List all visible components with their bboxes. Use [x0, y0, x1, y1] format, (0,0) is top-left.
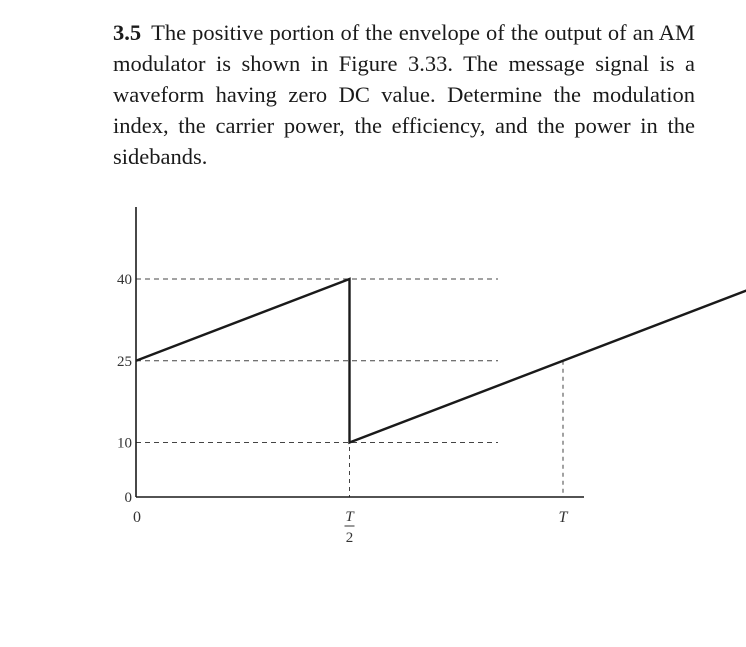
x-tick-label-0: 0	[133, 509, 141, 526]
x-tick-label-2: T	[558, 509, 568, 526]
y-tick-label-10: 10	[117, 435, 132, 452]
y-tick-label-0: 0	[124, 490, 132, 506]
x-tick-denominator-1: 2	[345, 530, 354, 546]
x-tick-numerator-1: T	[345, 509, 354, 525]
y-tick-label-25: 25	[117, 353, 132, 370]
problem-text: The positive portion of the envelope of the output of an AM modulator is shown in Figure 3.33. The message signal is a waveform having zero DC value. Determine the modulation index, the carrier power, the efficiency, and the power in the sidebands.	[113, 20, 695, 169]
y-tick-label-40: 40	[117, 272, 132, 288]
problem-number: 3.5	[113, 20, 142, 45]
